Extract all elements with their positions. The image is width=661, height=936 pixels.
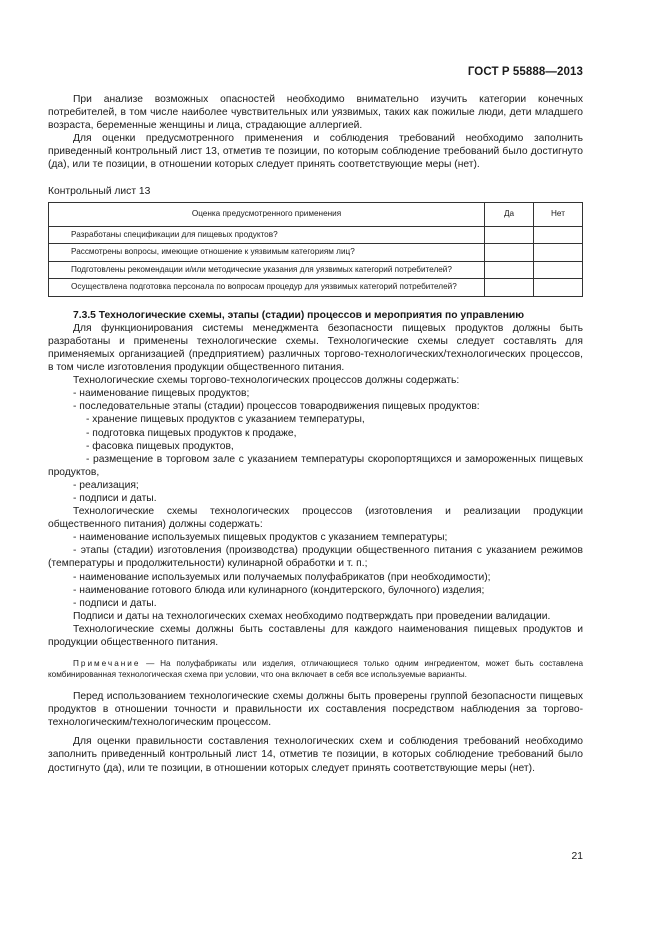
- no-cell[interactable]: [534, 226, 583, 244]
- sub-list-item: - подготовка пищевых продуктов к продаже,: [86, 427, 297, 439]
- yes-cell[interactable]: [485, 244, 534, 262]
- list-item: - наименование готового блюда или кулинарного (кондитерского, булочного) изделия;: [73, 584, 485, 596]
- paragraph-each-product: Технологические схемы должны быть составлены для каждого наименования пищевых продуктов и продукции общественного питания.: [48, 623, 583, 648]
- page-number: 21: [571, 851, 583, 862]
- sub-list-item: - фасовка пищевых продуктов,: [86, 440, 234, 452]
- paragraph-trade-intro: Технологические схемы торгово-технологических процессов должны содержать:: [73, 375, 460, 387]
- yes-cell[interactable]: [485, 261, 534, 279]
- no-cell[interactable]: [534, 261, 583, 279]
- table-row: [49, 244, 583, 262]
- table-row: [49, 226, 583, 244]
- table-row: [49, 261, 583, 279]
- paragraph-validation: Подписи и даты на технологических схемах необходимо подтверждать при проведении валидации.: [73, 610, 551, 622]
- list-item: - наименование пищевых продуктов;: [73, 388, 250, 400]
- page-content: [48, 93, 583, 775]
- paragraph-checklist-13-instructions: Для оценки предусмотренного применения и соблюдения требований необходимо заполнить приведенный контрольный лист 13, отметив те позиции, по которым соблюдение требований было достигнуто (да), или те позиции, в отношении которых следует принять соответствующие меры (нет).: [48, 133, 583, 171]
- paragraph-consumers: При анализе возможных опасностей необходимо внимательно изучить категории конечных потребителей, в том числе наиболее чувствительных или уязвимых, таких как пожилые люди, дети младшего возраста, беременные женщины и лица, страдающие аллергией.: [48, 94, 583, 132]
- list-item: - последовательные этапы (стадии) процессов товародвижения пищевых продуктов:: [73, 401, 480, 413]
- list-item: - наименование используемых или получаемых полуфабрикатов (при необходимости);: [73, 571, 491, 583]
- paragraph-section-intro: Для функционирования системы менеджмента безопасности пищевых продуктов должны быть разработаны и применены технологические схемы. Технологические схемы следует составлять для применяемых организацией (предприятием) различных торгово-технологических/технологических процессов, в том числе изготовления продукции общественного питания.: [48, 322, 583, 374]
- list-item: - наименование используемых пищевых продуктов с указанием температуры;: [73, 532, 448, 544]
- sub-list-item: - хранение пищевых продуктов с указанием температуры,: [86, 414, 365, 426]
- note-label: Примечание: [73, 659, 141, 669]
- row-question: Осуществлена подготовка персонала по вопросам процедур для уязвимых категорий потребителей?: [49, 279, 485, 297]
- header-yes: Да: [485, 202, 534, 226]
- yes-cell[interactable]: [485, 226, 534, 244]
- standard-code: ГОСТ Р 55888—2013: [467, 66, 583, 78]
- header-criterion: Оценка предусмотренного применения: [49, 202, 485, 226]
- note-text: — На полуфабрикаты или изделия, отличающиеся только одним ингредиентом, может быть составлена комбинированная технологическая схема при условии, что она включает в себя все используемые варианты.: [48, 659, 583, 680]
- table-row: [49, 279, 583, 297]
- table-header-row: [49, 202, 583, 226]
- header-no: Нет: [534, 202, 583, 226]
- yes-cell[interactable]: [485, 279, 534, 297]
- paragraph-verification: Перед использованием технологические схемы должны быть проверены группой безопасности пищевых продуктов в отношении точности и правильности их составления посредством наблюдения за торгово-технологическим/технологическим процессом.: [48, 691, 583, 729]
- sub-list-item: - размещение в торговом зале с указанием температуры скоропортящихся и замороженных пищевых продуктов,: [48, 453, 583, 478]
- row-question: Разработаны спецификации для пищевых продуктов?: [49, 226, 485, 244]
- row-question: Рассмотрены вопросы, имеющие отношение к уязвимым категориям лиц?: [49, 244, 485, 262]
- section-heading: 7.3.5 Технологические схемы, этапы (стадии) процессов и мероприятия по управлению: [73, 309, 525, 321]
- no-cell[interactable]: [534, 279, 583, 297]
- list-item: - реализация;: [73, 479, 139, 491]
- note: [48, 658, 583, 680]
- checklist-13-table: [48, 202, 583, 297]
- list-item: - подписи и даты.: [73, 597, 157, 609]
- paragraph-checklist-14-instructions: Для оценки правильности составления технологических схем и соблюдения требований необходимо заполнить приведенный контрольный лист 14, отметив те позиции, в которых соблюдение требований было достигнуто (да), или те позиции, в отношении которых следует принять соответствующие меры (нет).: [48, 736, 583, 774]
- paragraph-production-intro: Технологические схемы технологических процессов (изготовления и реализации продукции общественного питания) должны содержать:: [48, 506, 583, 531]
- row-question: Подготовлены рекомендации и/или методические указания для уязвимых категорий потребителей?: [49, 261, 485, 279]
- list-item: - подписи и даты.: [73, 492, 157, 504]
- list-item: - этапы (стадии) изготовления (производства) продукции общественного питания с указанием режимов (температуры и продолжительности) кулинарной обработки и т. п.;: [48, 545, 583, 570]
- no-cell[interactable]: [534, 244, 583, 262]
- checklist-13-caption: Контрольный лист 13: [48, 185, 151, 197]
